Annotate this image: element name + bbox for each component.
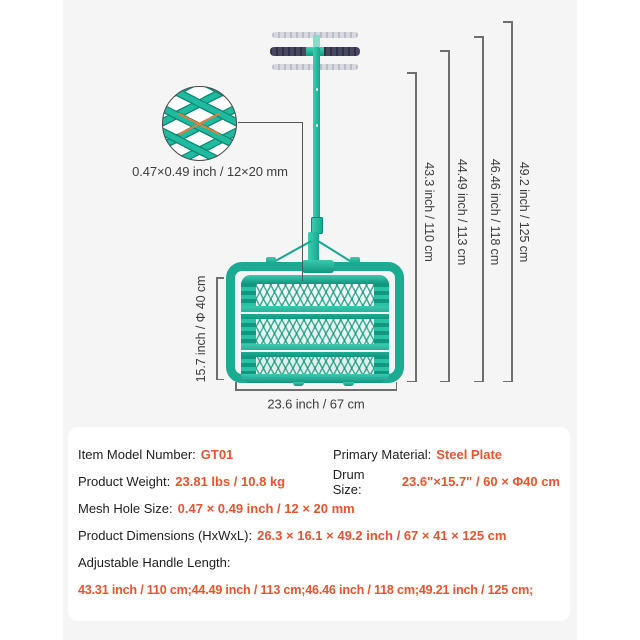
- dimension-tick: [474, 36, 483, 38]
- spec-value: Steel Plate: [436, 447, 503, 462]
- dimension-line: [415, 72, 417, 382]
- drum-rim-bottom: [241, 374, 389, 383]
- dimension-line: [235, 389, 397, 391]
- pole-mount-plate: [302, 260, 334, 273]
- callout-line-horizontal: [238, 122, 303, 123]
- spec-row-handle-lengths: [78, 576, 560, 603]
- spec-value: GT01: [200, 447, 234, 462]
- handle-length-label-1: 43.3 inch / 110 cm: [422, 162, 436, 262]
- drum-band: [241, 306, 389, 319]
- spec-value: 23.6"×15.7" / 60 × Φ40 cm: [401, 474, 560, 489]
- mesh-magnifier-callout: [162, 86, 237, 161]
- spec-primary-material: [333, 447, 502, 462]
- callout-line-vertical: [302, 122, 303, 281]
- pole-adjust-hole: [316, 124, 319, 127]
- dimension-line: [482, 36, 484, 382]
- dimension-tick: [440, 50, 449, 52]
- spec-label: Primary Material:: [333, 447, 432, 462]
- handle-grip-right: [324, 47, 360, 56]
- dimension-line: [448, 50, 450, 382]
- spec-item-model: [78, 447, 333, 462]
- drum-band: [241, 344, 389, 357]
- spec-row: [78, 468, 560, 495]
- dimension-tick: [216, 379, 224, 381]
- spec-label: Item Model Number:: [78, 447, 196, 462]
- spec-drum-size: [333, 467, 560, 497]
- dimension-tick: [503, 381, 512, 383]
- drum-end-cap-left: [241, 275, 256, 383]
- dimension-tick: [474, 381, 483, 383]
- spec-label: Product Dimensions (HxWxL):: [78, 528, 253, 543]
- drum-diameter-label: 15.7 inch / Φ 40 cm: [194, 275, 208, 383]
- spec-label: Drum Size:: [332, 466, 365, 497]
- spec-value: 26.3 × 16.1 × 49.2 inch / 67 × 41 × 125 cm: [257, 528, 507, 543]
- spec-card: [68, 427, 570, 621]
- dimension-line: [216, 277, 218, 380]
- spec-label: Adjustable Handle Length:: [78, 555, 231, 570]
- drum-foot-tab: [343, 382, 354, 386]
- handle-length-label-3: 46.46 inch / 118 cm: [488, 158, 502, 266]
- handle-pole-upper: [313, 47, 320, 220]
- spec-row: [78, 441, 560, 468]
- spec-row-mesh-hole-size: [78, 495, 560, 522]
- handle-length-label-4: 49.2 inch / 125 cm: [517, 161, 531, 263]
- spec-row-product-dimensions: [78, 522, 560, 549]
- spec-value: 23.81 lbs / 10.8 kg: [175, 474, 286, 489]
- dimension-tick: [216, 277, 224, 279]
- dimension-tick: [396, 382, 398, 390]
- dimension-tick: [407, 381, 416, 383]
- spec-label: Product Weight:: [78, 474, 171, 489]
- handle-length-label-2: 44.49 inch / 113 cm: [455, 158, 469, 266]
- mesh-drum: [241, 275, 389, 383]
- spec-value: 43.31 inch / 110 cm;44.49 inch / 113 cm;46.46 inch / 118 cm;49.21 inch / 125 cm;: [78, 582, 534, 597]
- mesh-hole-size-label: 0.47×0.49 inch / 12×20 mm: [132, 164, 288, 179]
- handle-grip-left: [270, 47, 306, 56]
- spec-value: 0.47 × 0.49 inch / 12 × 20 mm: [177, 501, 355, 516]
- drum-end-cap-right: [374, 275, 389, 383]
- spec-product-weight: [78, 474, 333, 489]
- pole-adjust-hole: [316, 88, 319, 91]
- dimension-tick: [407, 72, 416, 74]
- spec-row-adjustable-handle-length: [78, 549, 560, 576]
- drum-foot-tab: [293, 382, 304, 386]
- drum-rim-top: [241, 275, 389, 284]
- drum-band-slit: [241, 312, 389, 314]
- drum-width-label: 23.6 inch / 67 cm: [267, 396, 365, 412]
- drum-band-slit: [241, 350, 389, 352]
- dimension-tick: [440, 381, 449, 383]
- dimension-line: [511, 21, 513, 382]
- dimension-tick: [235, 382, 237, 390]
- spec-label: Mesh Hole Size:: [78, 501, 173, 516]
- dimension-tick: [503, 21, 512, 23]
